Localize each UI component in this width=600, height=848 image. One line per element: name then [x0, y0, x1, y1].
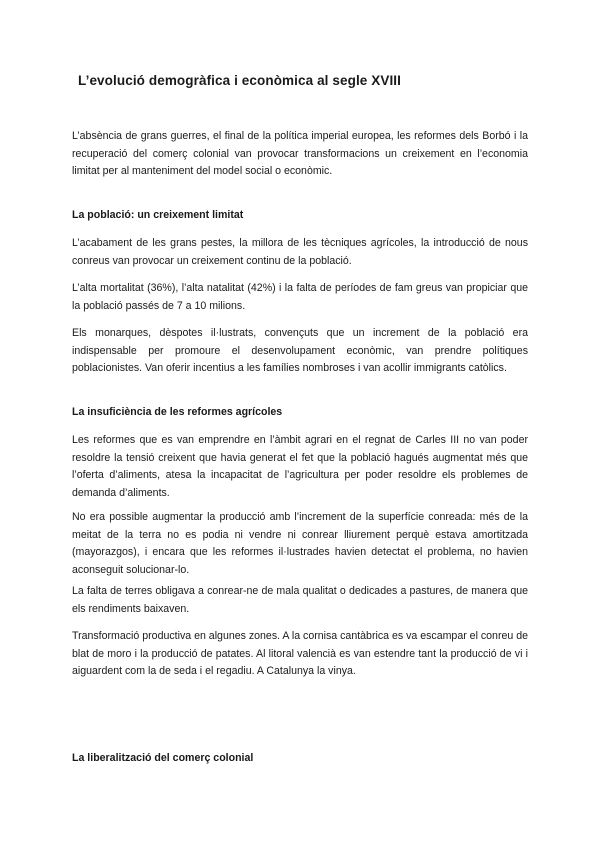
paragraph-reformes-3: La falta de terres obligava a conrear-ne de mala qualitat o dedicades a pastures, de manera que els rendiments baixaven.	[72, 585, 528, 615]
paragraph-reformes-4: Transformació productiva en algunes zones. A la cornisa cantàbrica es va escampar el conreu de blat de moro i la producció de patates. Al litoral valencià es van estendre tant la producció de vi i aiguardent com la de seda i el regadiu. A Catalunya la vinya.	[72, 630, 528, 677]
paragraph-reformes-2: No era possible augmentar la producció amb l’increment de la superfície conreada: més de la meitat de la terra no es podia ni vendre ni conrear lliurement perquè estava amortitzada (mayorazgos), i encara que les reformes il·lustrades havien detectat el problema, no havien aconseguit solucionar-lo.	[72, 511, 528, 576]
paragraph-poblacio-3: Els monarques, dèspotes il·lustrats, convençuts que un increment de la població era indispensable per promoure el desenvolupament econòmic, van prendre polítiques poblacionistes. Van oferir incentius a les famílies nombroses i van acollir immigrants catòlics.	[72, 327, 528, 374]
paragraph-poblacio-2: L’alta mortalitat (36%), l’alta natalitat (42%) i la falta de períodes de fam greus van propiciar que la població passés de 7 a 10 milions.	[72, 282, 528, 312]
section-heading-poblacio: La població: un creixement limitat	[72, 209, 244, 221]
section-heading-reformes: La insuficiència de les reformes agrícoles	[72, 406, 283, 418]
section-heading-comerc: La liberalització del comerç colonial	[72, 752, 254, 764]
paragraph-reformes-1: Les reformes que es van emprendre en l’àmbit agrari en el regnat de Carles III no van poder resoldre la tensió creixent que havia generat el fet que la població hagués augmentat més que l’oferta d’aliments, atesa la incapacitat de l’agricultura per poder resoldre els problemes de demanda d’aliments.	[72, 434, 528, 499]
page-title: L’evolució demogràfica i econòmica al segle XVIII	[78, 73, 402, 88]
paragraph-poblacio-1: L’acabament de les grans pestes, la millora de les tècniques agrícoles, la introducció de nous conreus van provocar un creixement continu de la població.	[72, 237, 528, 267]
intro-paragraph: L’absència de grans guerres, el final de la política imperial europea, les reformes dels Borbó i la recuperació del comerç colonial van provocar transformacions un creixement en l’economia limitat per al manteniment del model social o econòmic.	[72, 130, 528, 177]
